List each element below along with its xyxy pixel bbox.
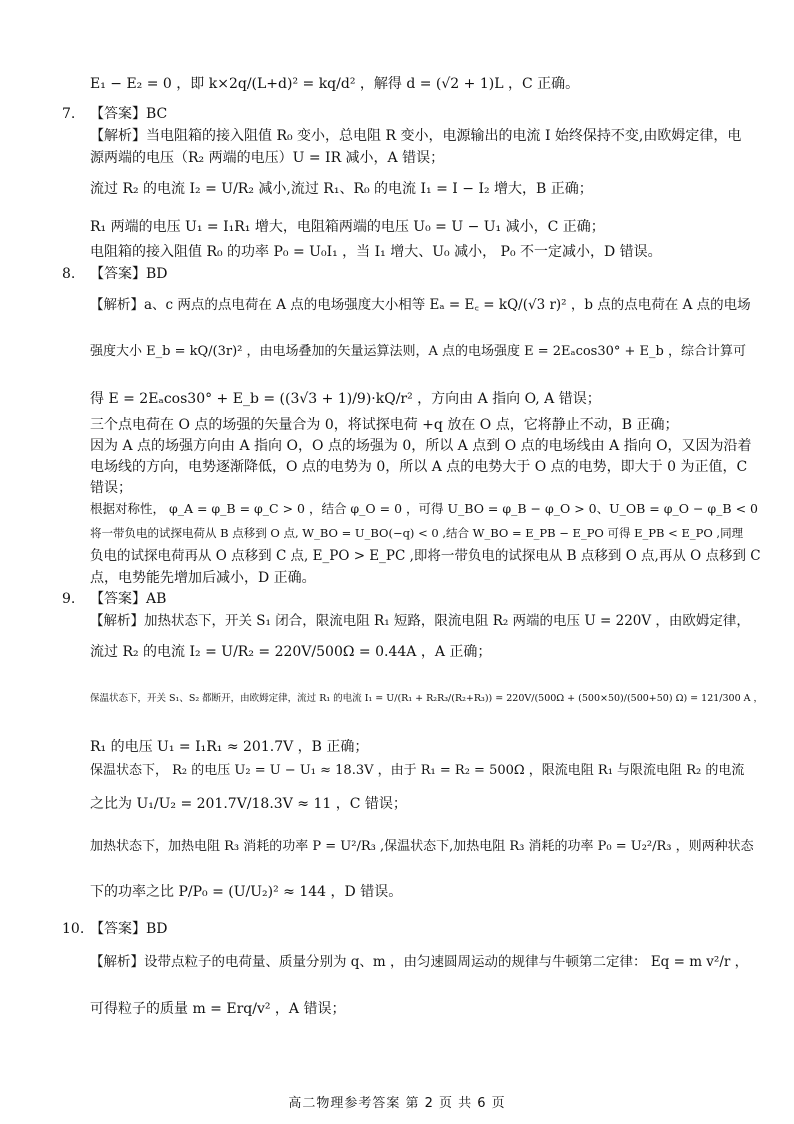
text-line: 错误； [90,480,132,496]
text-line: 之比为 U₁/U₂ = 201.7V/18.3V ≈ 11 ，C 错误； [90,796,407,812]
text-line: 电阻箱的接入阻值 R₀ 的功率 P₀ = U₀I₁ ，当 I₁ 增大、U₀ 减小， P₀ 不一定减小，D 错误。 [90,244,662,260]
text-line: 源两端的电压（R₂ 两端的电压）U = IR 减小，A 错误； [90,150,445,166]
page-footer: 高二物理参考答案 第 2 页 共 6 页 [288,1096,506,1111]
text-line: 得 E = 2Eₐcos30° + E_b = ((3√3 + 1)/9)·kQ/r² ，方向由 A 指向 O, A 错误； [90,391,601,407]
text-line: 保温状态下，开关 S₁、S₂ 都断开，由欧姆定律，流过 R₁ 的电流 I₁ = U/(R₁ + R₂R₃/(R₂+R₃)) = 220V/(500Ω + (500×50)/(500+50) Ω) = 121/300 A ， [90,693,764,704]
text-line: 【解析】当电阻箱的接入阻值 R₀ 变小，总电阻 R 变小，电源输出的电流 I 始终保持不变,由欧姆定律，电 [90,128,742,144]
text-line: 【答案】BD [90,266,168,282]
text-line: 【答案】BC [90,106,168,122]
text-line: R₁ 的电压 U₁ = I₁R₁ ≈ 201.7V ，B 正确； [90,739,369,755]
question-number: 7. [62,106,76,122]
question-number: 9. [62,591,76,607]
text-line: 【答案】BD [90,921,168,937]
text-line: E₁ − E₂ = 0 ，即 k×2q/(L+d)² = kq/d² ，解得 d = (√2 + 1)L ，C 正确。 [90,76,580,92]
text-line: 保温状态下， R₂ 的电压 U₂ = U − U₁ ≈ 18.3V ，由于 R₁ = R₂ = 500Ω ，限流电阻 R₁ 与限流电阻 R₂ 的电流 [90,763,745,778]
text-line: 因为 A 点的场强方向由 A 指向 O，O 点的场强为 0，所以 A 点到 O 点的电场线由 A 指向 O，又因为沿着 [90,438,752,454]
text-line: 流过 R₂ 的电流 I₂ = U/R₂ = 220V/500Ω = 0.44A ，A 正确； [90,644,492,660]
text-line: 【解析】设带点粒子的电荷量、质量分别为 q、m ，由匀速圆周运动的规律与牛顿第二定律： Eq = m v²/r ， [90,954,749,970]
text-line: R₁ 两端的电压 U₁ = I₁R₁ 增大，电阻箱两端的电压 U₀ = U − U₁ 减小，C 正确； [90,219,605,235]
text-line: 根据对称性， φ_A = φ_B = φ_C > 0 ，结合 φ_O = 0 ，可得 U_BO = φ_B − φ_O > 0、U_OB = φ_O − φ_B < 0 [90,501,758,516]
text-line: 【解析】a、c 两点的点电荷在 A 点的电场强度大小相等 Eₐ = E꜀ = kQ/(√3 r)² ，b 点的点电荷在 A 点的电场 [90,297,751,313]
text-line: 流过 R₂ 的电流 I₂ = U/R₂ 减小,流过 R₁、R₀ 的电流 I₁ = I − I₂ 增大，B 正确； [90,181,593,197]
text-line: 加热状态下，加热电阻 R₃ 消耗的功率 P = U²/R₃ ,保温状态下,加热电阻 R₃ 消耗的功率 P₀ = U₂²/R₃ ，则两种状态 [90,839,754,854]
question-number: 8. [62,266,76,282]
text-line: 【答案】AB [90,591,167,607]
text-line: 下的功率之比 P/P₀ = (U/U₂)² ≈ 144 ，D 错误。 [90,884,403,900]
text-line: 负电的试探电荷再从 O 点移到 C 点, E_PO > E_PC ,即将一带负电的试探电从 B 点移到 O 点,再从 O 点移到 C [90,548,761,564]
text-line: 可得粒子的质量 m = Erq/v² ，A 错误； [90,1001,346,1017]
text-line: 点，电势能先增加后减小，D 正确。 [90,570,316,586]
text-line: 将一带负电的试探电荷从 B 点移到 O 点, W_BO = U_BO(−q) < 0 ,结合 W_BO = E_PB − E_PO 可得 E_PB < E_PO ,同理 [90,526,744,540]
text-line: 强度大小 E_b = kQ/(3r)² ，由电场叠加的矢量运算法则，A 点的电场强度 E = 2Eₐcos30° + E_b ，综合计算可 [90,344,746,359]
question-number: 10. [62,921,85,937]
text-line: 电场线的方向，电势逐渐降低，O 点的电势为 0，所以 A 点的电势大于 O 点的电势，即大于 0 为正值，C [90,459,748,475]
text-line: 【解析】加热状态下，开关 S₁ 闭合，限流电阻 R₁ 短路，限流电阻 R₂ 两端的电压 U = 220V ，由欧姆定律， [90,613,750,629]
text-line: 三个点电荷在 O 点的场强的矢量合为 0，将试探电荷 +q 放在 O 点，它将静止不动，B 正确； [90,417,679,433]
